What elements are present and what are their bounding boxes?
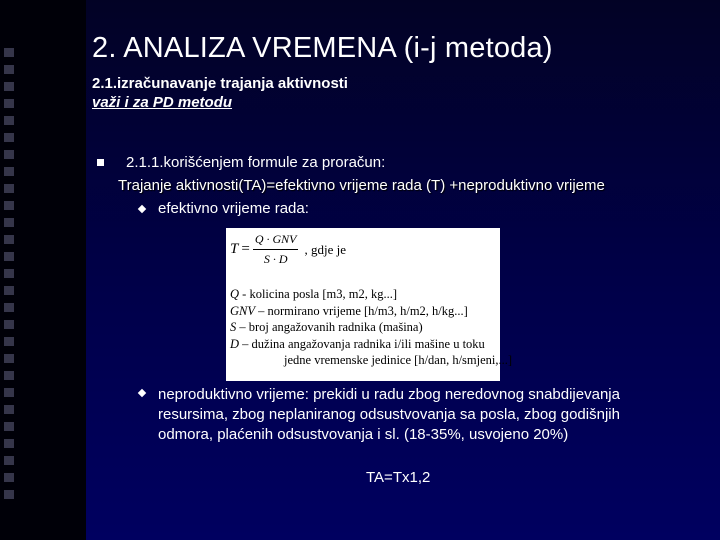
formula-numerator: Q · GNV [253,232,299,250]
decorative-squares [4,48,20,507]
bullet-1-text: 2.1.1.korišćenjem formule za proračun: [126,154,386,171]
left-decoration-band [0,0,86,540]
formula-denominator: S · D [263,252,288,266]
definition-q: Q - kolicina posla [m3, m2, kg...] [230,287,397,301]
definition-s: S – broj angažovanih radnika (mašina) [230,320,423,334]
definition-d: D – dužina angažovanja radnika i/ili mašine u toku [230,336,485,351]
formula-lhs: T [230,241,239,257]
result-formula: TA=Tx1,2 [366,469,431,486]
sub-bullet-1-text: efektivno vrijeme rada: [158,200,309,217]
formula-equation [230,232,346,267]
slide-title: 2. ANALIZA VREMENA (i-j metoda) [92,32,553,64]
sub-bullet-2-text: neproduktivno vrijeme: prekidi u radu zbog neredovnog snabdijevanja resursima, zbog neplaniranog odsustvovanja sa posla, zbog godišnjih odmora, plaćenih odsustvovanja i sl. (18-35%, usvojeno 20%) [158,386,620,443]
formula-image [226,228,513,381]
formula-equals: = [241,241,250,257]
formula-fraction [253,232,299,267]
formula-definitions [230,286,512,369]
formula-line: Trajanje aktivnosti(TA)=efektivno vrijeme rada (T) +neproduktivno vrijeme [118,177,605,194]
diamond-bullet-icon [138,389,146,397]
definition-gnv: GNV – normirano vrijeme [h/m3, h/m2, h/kg...] [230,303,468,318]
subtitle-line-1: 2.1.izračunavanje trajanja aktivnosti [92,75,348,92]
definition-d-continued: jedne vremenske jedinice [h/dan, h/smjeni,...] [284,353,513,367]
square-bullet-icon [97,159,104,166]
formula-tail: , gdje je [304,241,346,257]
diamond-bullet-icon [138,205,146,213]
subtitle-line-2: važi i za PD metodu [92,94,233,111]
slide-subtitle [92,74,348,112]
